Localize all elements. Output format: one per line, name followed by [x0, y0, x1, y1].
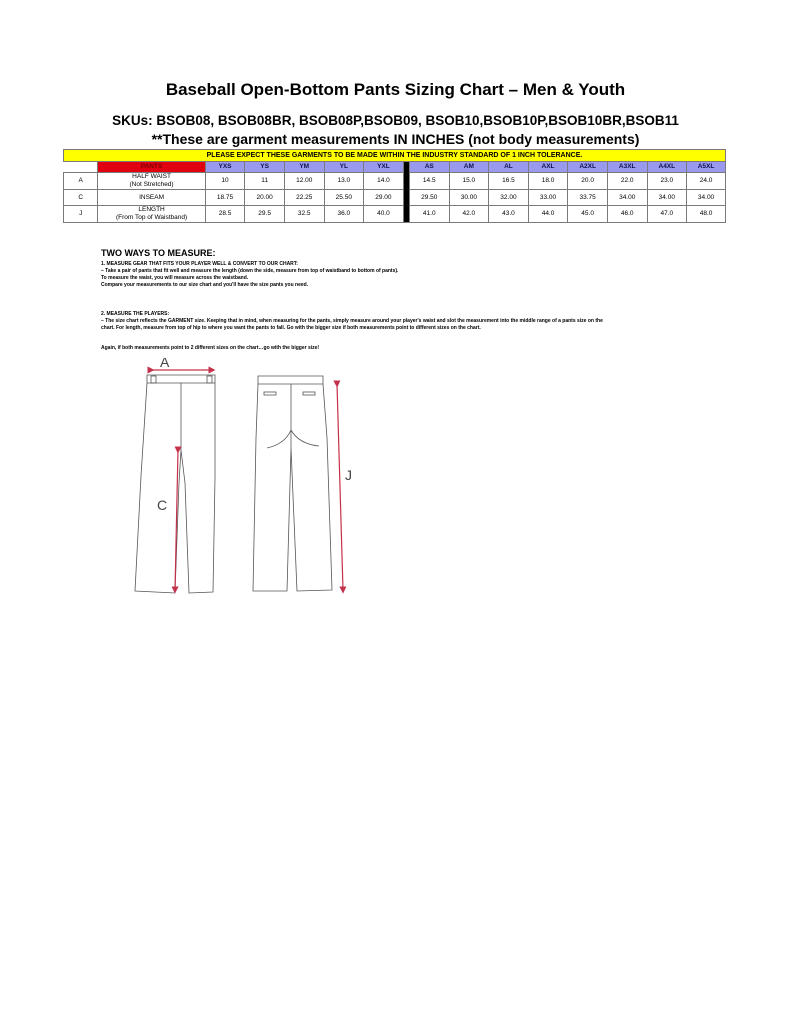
table-cell: 33.75: [568, 190, 608, 206]
table-cell: 18.75: [205, 190, 245, 206]
table-cell: 10: [205, 173, 245, 190]
table-cell: 33.00: [528, 190, 568, 206]
pants-diagram: [127, 358, 367, 598]
header-size: YXS: [205, 162, 245, 173]
method-2-title: 2. MEASURE THE PLAYERS:: [101, 311, 170, 317]
front-pants-drawing: [135, 375, 215, 593]
method-1-text: – Take a pair of pants that fit well and measure the length (down the side, measure from top of waistband to bottom of pants).: [101, 268, 399, 274]
header-pants: PANTS: [98, 162, 205, 173]
table-cell: 34.00: [607, 190, 647, 206]
label-c: C: [157, 497, 168, 513]
table-cell: 20.0: [568, 173, 608, 190]
table-cell: 34.00: [687, 190, 726, 206]
table-header-row: [64, 162, 726, 173]
size-chart-table: [63, 149, 726, 223]
row-code: A: [64, 173, 98, 190]
table-row-half-waist: [64, 173, 726, 190]
header-size: AM: [449, 162, 489, 173]
table-cell: 32.5: [284, 206, 324, 223]
method-1-title: 1. MEASURE GEAR THAT FITS YOUR PLAYER WELL & CONVERT TO OUR CHART:: [101, 261, 298, 267]
table-cell: 48.0: [687, 206, 726, 223]
header-size: YXL: [364, 162, 404, 173]
length-arrow: [337, 384, 343, 590]
header-size: A2XL: [568, 162, 608, 173]
header-size: A3XL: [607, 162, 647, 173]
method-2-text: – The size chart reflects the GARMENT size. Keeping that in mind, when measuring for the pants, simply measure around your player's waist and slot the measurement into the middle range of a pants size on the: [101, 318, 603, 324]
table-cell: 29.50: [409, 190, 449, 206]
table-cell: 44.0: [528, 206, 568, 223]
table-cell: 30.00: [449, 190, 489, 206]
method-1-text: To measure the waist, you will measure across the waistband.: [101, 275, 249, 281]
measure-method-1: [101, 261, 731, 289]
tolerance-banner: PLEASE EXPECT THESE GARMENTS TO BE MADE WITHIN THE INDUSTRY STANDARD OF 1 INCH TOLERANCE.: [64, 150, 726, 162]
table-cell: 41.0: [409, 206, 449, 223]
table-cell: 16.5: [489, 173, 529, 190]
label-a: A: [160, 358, 170, 370]
tolerance-banner-row: [64, 150, 726, 162]
table-cell: 14.0: [364, 173, 404, 190]
row-label: HALF WAIST (Not Stretched): [98, 173, 205, 190]
table-cell: 24.0: [687, 173, 726, 190]
table-cell: 40.0: [364, 206, 404, 223]
table-cell: 14.5: [409, 173, 449, 190]
row-label: LENGTH (From Top of Waistband): [98, 206, 205, 223]
header-size: A5XL: [687, 162, 726, 173]
table-cell: 32.00: [489, 190, 529, 206]
table-cell: 23.0: [647, 173, 687, 190]
header-size: A4XL: [647, 162, 687, 173]
table-cell: 29.5: [245, 206, 285, 223]
header-size: AL: [489, 162, 529, 173]
table-cell: 42.0: [449, 206, 489, 223]
table-cell: 34.00: [647, 190, 687, 206]
sku-list: SKUs: BSOB08, BSOB08BR, BSOB08P,BSOB09, BSOB10,BSOB10P,BSOB10BR,BSOB11: [112, 113, 679, 128]
table-cell: 45.0: [568, 206, 608, 223]
table-cell: 13.0: [324, 173, 364, 190]
table-cell: 15.0: [449, 173, 489, 190]
table-cell: 20.00: [245, 190, 285, 206]
table-cell: 46.0: [607, 206, 647, 223]
table-cell: 36.0: [324, 206, 364, 223]
header-size: AS: [409, 162, 449, 173]
measure-heading: TWO WAYS TO MEASURE:: [101, 248, 216, 258]
method-1-text: Compare your measurements to our size chart and you'll have the size pants you need.: [101, 282, 309, 288]
table-cell: 18.0: [528, 173, 568, 190]
table-cell: 22.0: [607, 173, 647, 190]
table-cell: 29.00: [364, 190, 404, 206]
header-size: YM: [284, 162, 324, 173]
row-code: J: [64, 206, 98, 223]
header-size: YL: [324, 162, 364, 173]
page-title: Baseball Open-Bottom Pants Sizing Chart – Men & Youth: [165, 80, 626, 99]
table-cell: 22.25: [284, 190, 324, 206]
back-pants-drawing: [253, 376, 332, 591]
table-cell: 11: [245, 173, 285, 190]
bigger-size-note: Again, if both measurements point to 2 different sizes on the chart…go with the bigger size!: [101, 345, 320, 351]
table-cell: 47.0: [647, 206, 687, 223]
row-label: INSEAM: [98, 190, 205, 206]
header-blank: [64, 162, 98, 173]
table-cell: 25.50: [324, 190, 364, 206]
table-cell: 43.0: [489, 206, 529, 223]
table-cell: 28.5: [205, 206, 245, 223]
header-size: AXL: [528, 162, 568, 173]
row-code: C: [64, 190, 98, 206]
table-cell: 12.00: [284, 173, 324, 190]
label-j: J: [345, 467, 352, 483]
header-size: YS: [245, 162, 285, 173]
measurement-note: **These are garment measurements IN INCHES (not body measurements): [151, 131, 640, 147]
table-row-length: [64, 206, 726, 223]
table-row-inseam: [64, 190, 726, 206]
method-2-text: chart. For length, measure from top of hip to where you want the pants to fall. Go with the bigger size if both measurements point to different sizes on the chart.: [101, 325, 481, 331]
measure-method-2: [101, 311, 731, 332]
